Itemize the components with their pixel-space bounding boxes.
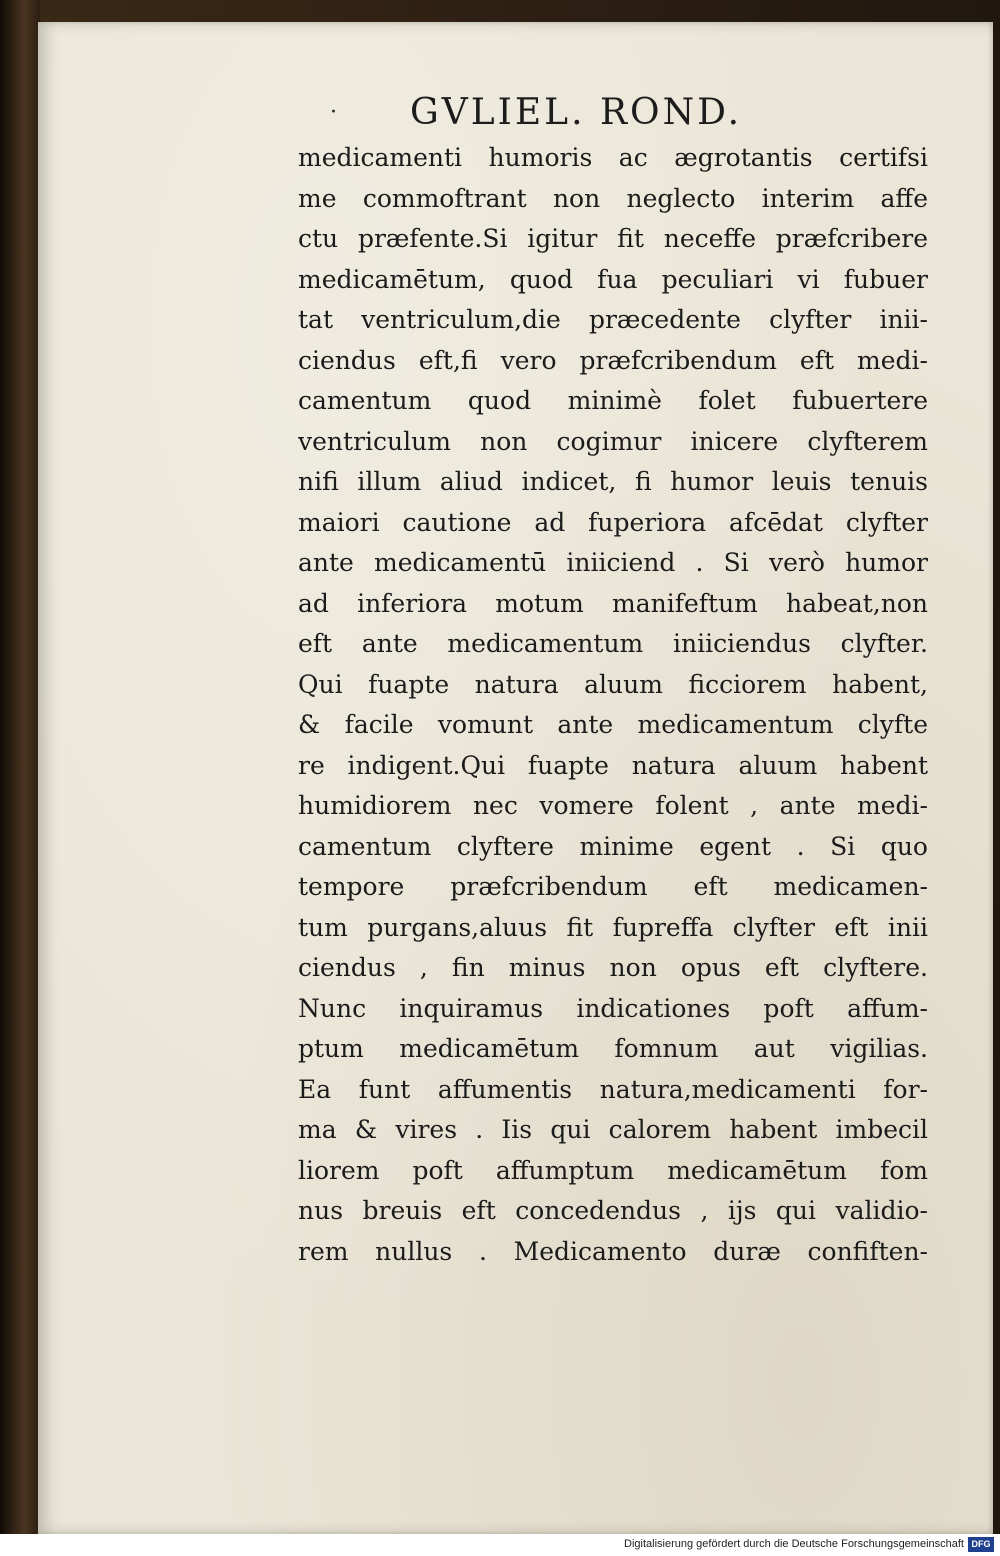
text-line: ad inferiora motum manifeftum habeat,non [298,588,928,618]
text-line: maiori cautione ad fuperiora afcēdat clyfter [298,507,928,537]
text-line: ma & vires . Iis qui calorem habent imbecil [298,1115,928,1144]
text-line: tat ventriculum,die præcedente clyfter inii- [298,305,928,334]
text-line: ventriculum non cogimur inicere clyfterem [298,426,928,456]
text-line: re indigent.Qui fuapte natura aluum habent [298,750,928,780]
text-line: ciendus eft,fi vero præfcribendum eft medi- [298,345,928,375]
text-line: camentum clyftere minime egent . Si quo [298,831,928,861]
text-line: Ea funt affumentis natura,medicamenti for- [298,1074,928,1104]
footer-bar [0,1534,1000,1556]
header-ornament: · [330,100,337,125]
text-line: tum purgans,aluus fit fupreffa clyfter eft inii [298,912,928,942]
text-line: eft ante medicamentum iniiciendus clyfter. [298,629,928,658]
text-line: nus breuis eft concedendus , ijs qui validio- [298,1196,928,1225]
text-line: & facile vomunt ante medicamentum clyfte [298,710,928,739]
text-line: ctu præfente.Si igitur fit neceffe præfcribere [298,224,928,253]
dfg-logo: DFG [968,1537,994,1552]
text-line: ante medicamentū iniiciend . Si verò humor [298,548,928,577]
text-line: humidiorem nec vomere folent , ante medi- [298,791,928,820]
text-line: nifi illum aliud indicet, fi humor leuis tenuis [298,467,928,496]
text-line: ptum medicamētum fomnum aut vigilias. [298,1034,928,1063]
text-line: rem nullus . Medicamento duræ confiften- [298,1236,928,1266]
text-block [298,138,928,1272]
book-binding-edge [0,0,40,1556]
text-line: Nunc inquiramus indicationes poft affum- [298,993,928,1023]
text-line: ciendus , fin minus non opus eft clyftere. [298,953,928,982]
text-line: medicamētum, quod fua peculiari vi fubuer [298,264,928,294]
text-line: camentum quod minimè folet fubuertere [298,386,928,415]
text-line: tempore præfcribendum eft medicamen- [298,872,928,901]
page-title: GVLIEL. ROND. [410,92,743,133]
funding-note: Digitalisierung gefördert durch die Deutsche Forschungsgemeinschaft [624,1538,964,1550]
text-line: me commoftrant non neglecto interim affe [298,183,928,213]
text-line: liorem poft affumptum medicamētum fom [298,1155,928,1185]
text-line: Qui fuapte natura aluum ficciorem habent, [298,669,928,699]
running-header [300,92,940,142]
text-line: medicamenti humoris ac ægrotantis certifsi [298,143,928,172]
